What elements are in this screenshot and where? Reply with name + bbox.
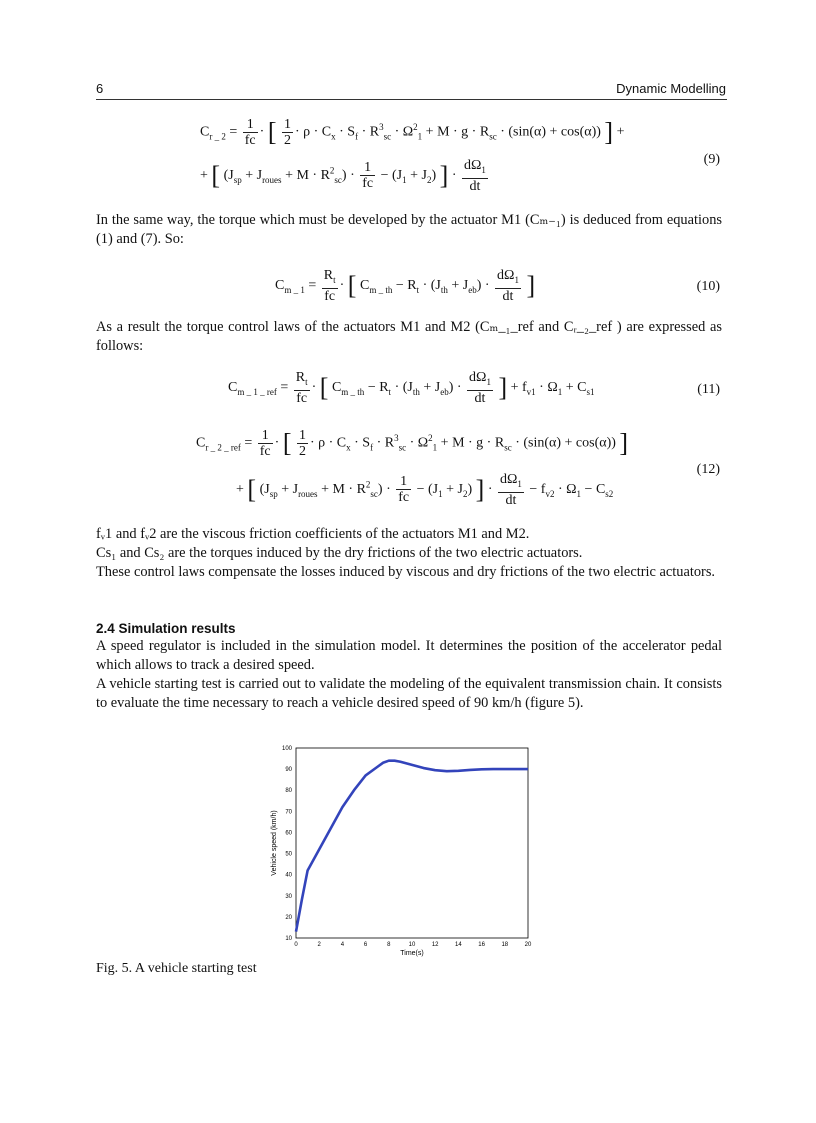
equation-12-line-1: $C_{r \_ 2 \_ ref}$ = $\frac{1}{fc}$ · [ $\frac{1}{2}$ · $\rho \cdot C_x \cdot S_f \cdot R^3_{sc} \cdot \Omega^2_1 + M \cdot g \cdot R_{sc} \cdot (\sin(\alpha) + \cos(\alpha))$ ] bbox=[196, 428, 629, 459]
y-tick-label: 10 bbox=[285, 936, 292, 942]
plot-frame bbox=[296, 748, 528, 938]
chart-y-label: Vehicle speed (km/h) bbox=[271, 810, 278, 876]
paragraph-3-line-1: fᵥ1 and fᵥ2 are the viscous friction coefficients of the actuators M1 and M2. bbox=[96, 526, 530, 542]
equation-12-number: (12) bbox=[696, 462, 720, 477]
paragraph-3-line-3: These control laws compensate the losses induced by viscous and dry frictions of the two electric actuators. bbox=[96, 564, 716, 580]
y-tick-label: 20 bbox=[285, 914, 292, 921]
y-tick-label: 90 bbox=[285, 767, 292, 774]
equation-9-line-1: $C_{r \_ 2}$ = $\frac{1}{fc}$ · [ $\frac{1}{2}$ · $\rho \cdot C_x \cdot S_f \cdot R^3_{sc} \cdot \Omega^2_1 + M \cdot g \cdot R_{sc} \cdot (\sin(\alpha) + \cos(\alpha))$ ] + bbox=[200, 117, 625, 148]
paragraph-5-text: A vehicle starting test is carried out to validate the modeling of the equivalent transmission chain. It consists to evaluate the time necessary to reach a vehicle desired speed of 90 km/h (figure 5). bbox=[96, 676, 722, 711]
x-tick-label: 14 bbox=[455, 942, 462, 948]
y-tick-label: 80 bbox=[285, 788, 292, 795]
x-tick-label: 16 bbox=[478, 942, 485, 948]
x-tick-label: 10 bbox=[408, 942, 416, 948]
equation-9-number: (9) bbox=[703, 152, 720, 167]
x-tick-label: 18 bbox=[501, 942, 509, 948]
paragraph-2-text: As a result the torque control laws of the actuators M1 and M2 (Cₘ_₁_ref and Cᵣ_₂_ref ) are expressed as follows: bbox=[96, 319, 722, 354]
paragraph-1 bbox=[96, 211, 722, 249]
x-tick-label: 0 bbox=[294, 942, 298, 948]
x-tick-label: 12 bbox=[431, 942, 439, 948]
paragraph-4-text: A speed regulator is included in the simulation model. It determines the position of the accelerator pedal which allows to track a desired speed. bbox=[96, 638, 722, 673]
section-heading: 2.4 Simulation results bbox=[96, 621, 236, 636]
y-tick-label: 30 bbox=[285, 893, 292, 900]
y-tick-label: 40 bbox=[285, 872, 292, 879]
paragraph-2 bbox=[96, 318, 722, 356]
equation-11: $C_{m \_ 1 \_ ref}$ = $\frac{R_t}{fc}$ · [ $C_{m \_ th} - R_t \cdot (J_{th} + J_{eb})$ · $\frac{d\Omega_1}{dt}$ ] + $f_{v1} \cdot \Omega_1 + C_{s1}$ bbox=[228, 370, 595, 406]
header-rule bbox=[96, 99, 727, 100]
chart-x-label: Time(s) bbox=[400, 950, 424, 957]
equation-10-number: (10) bbox=[696, 279, 720, 294]
figure-caption: Fig. 5. A vehicle starting test bbox=[96, 961, 257, 976]
paragraph-1-text: In the same way, the torque which must be developed by the actuator M1 (Cₘ₋₁) is deduced from equations (1) and (7). So: bbox=[96, 212, 722, 247]
paragraph-3 bbox=[96, 525, 722, 582]
equation-12-line-2: + [ $(J_{sp} + J_{roues} + M \cdot R^2_{sc})$ · $\frac{1}{fc}$ − $(J_1 + J_2)$ ] · $\frac{d\Omega_1}{dt}$ − $f_{v2} \cdot \Omega_1 - C_{s2}$ bbox=[236, 472, 614, 508]
y-tick-label: 100 bbox=[281, 746, 292, 752]
x-tick-label: 4 bbox=[340, 942, 345, 948]
paragraph-3-line-2: Cs₁ and Cs₂ are the torques induced by the dry frictions of the two electric actuators. bbox=[96, 545, 583, 561]
y-tick-label: 50 bbox=[285, 851, 292, 858]
running-title: Dynamic Modelling bbox=[616, 81, 726, 96]
x-tick-label: 8 bbox=[387, 942, 391, 948]
chart-axes bbox=[296, 748, 528, 938]
page-number: 6 bbox=[96, 81, 104, 96]
equation-9-line-2: + [ $(J_{sp} + J_{roues} + M \cdot R^2_{sc})$ · $\frac{1}{fc}$ − $(J_1 + J_2)$ ] · $\frac{d\Omega_1}{dt}$ bbox=[200, 158, 486, 194]
x-tick-label: 2 bbox=[317, 942, 321, 948]
y-tick-label: 70 bbox=[285, 809, 292, 816]
y-tick-label: 60 bbox=[285, 830, 292, 837]
speed-chart bbox=[262, 740, 562, 960]
paragraph-4 bbox=[96, 637, 722, 713]
x-tick-label: 6 bbox=[363, 942, 368, 948]
equation-10: $C_{m \_ 1}$ = $\frac{R_t}{fc}$ · [ $C_{m \_ th} - R_t \cdot (J_{th} + J_{eb})$ · $\frac{d\Omega_1}{dt}$ ] bbox=[275, 268, 536, 304]
equation-11-number: (11) bbox=[697, 382, 720, 397]
x-tick-label: 20 bbox=[524, 942, 532, 948]
